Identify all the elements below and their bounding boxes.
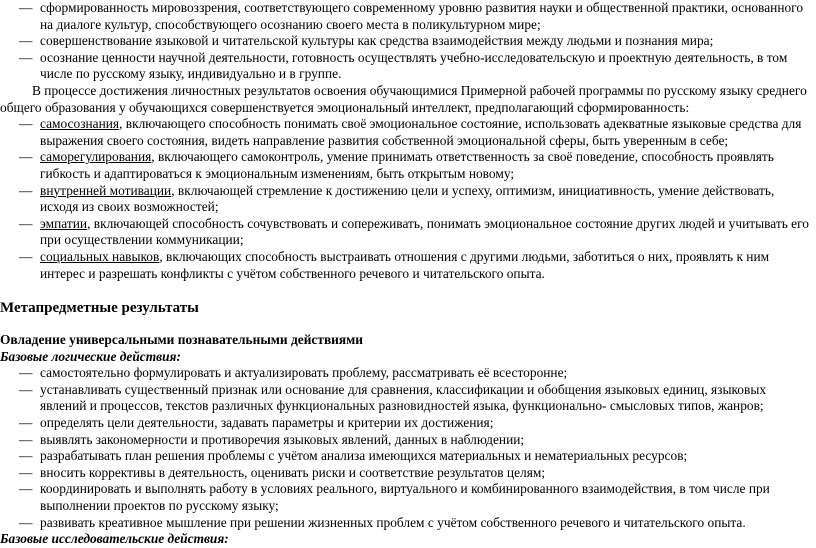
dash-marker: — (19, 248, 33, 264)
dash-marker: — (19, 514, 33, 530)
dash-marker: — (19, 431, 33, 447)
basic-logic-title: Базовые логические действия: (0, 348, 181, 364)
list-item (0, 448, 816, 465)
list-item-text: определять цели деятельности, задавать параметры и критерии их достижения; (40, 415, 494, 431)
term-description: , включающего самоконтроль, умение принимать ответственность за своё поведение, способность проявлять гибкость и адаптироваться к эмоциональным изменениям, быть открытым новому; (40, 149, 774, 181)
list-item (0, 465, 816, 482)
list-item-text: разрабатывать план решения проблемы с учётом анализа имеющихся материальных и нематериальных ресурсов; (40, 448, 688, 464)
spacer (0, 282, 816, 299)
term-underlined: саморегулирования (40, 149, 152, 165)
list-item-text: развивать креативное мышление при решении жизненных проблем с учётом собственного речевого и читательского опыта. (40, 514, 746, 530)
list-item-text: осознание ценности научной деятельности, готовность осуществлять учебно-исследовательскую и проектную деятельность, в том числе по русскому языку, индивидуально и в группе. (40, 49, 788, 82)
term-description: , включающей способность сочувствовать и сопереживать, понимать эмоциональное состояние других людей и учитывать его при осуществлении коммуникации; (40, 215, 809, 248)
spacer (0, 317, 816, 332)
emotional-list (0, 116, 816, 282)
list-item (0, 365, 816, 382)
term-underlined: самосознания (40, 116, 120, 132)
dash-marker: — (19, 448, 33, 464)
logic-list (0, 365, 816, 531)
list-item (0, 116, 816, 149)
list-item (0, 249, 816, 282)
list-item-text: самостоятельно формулировать и актуализировать проблему, рассматривать её всесторонне; (40, 365, 568, 381)
dash-marker: — (19, 149, 33, 165)
term-underlined: социальных навыков (40, 248, 160, 264)
dash-marker: — (19, 33, 33, 49)
list-item (0, 216, 816, 249)
list-item-text: выявлять закономерности и противоречия языковых явлений, данных в наблюдении; (40, 431, 525, 447)
term-underlined: эмпатии (40, 215, 88, 231)
basic-research-title: Базовые исследовательские действия: (0, 531, 229, 547)
dash-marker: — (19, 415, 33, 431)
term-underlined: внутренней мотивации (40, 182, 172, 198)
list-item-text: сформированность мировоззрения, соответствующего современному уровню развития науки и общественной практики, основанного на диалоге культур, способствующего осознанию своего места в поликультурном мире; (40, 0, 804, 32)
term-description: , включающего способность понимать своё эмоциональное состояние, использовать адекватные языковые средства для выражения своего состояния, видеть направление развития собственной эмоциональной сферы, быть уверенным в себе; (40, 116, 802, 148)
section-title: Метапредметные результаты (0, 300, 199, 317)
list-item-text: вносить коррективы в деятельность, оценивать риски и соответствие результатов целям; (40, 464, 546, 480)
term-description: , включающей стремление к достижению цели и успеху, оптимизм, инициативность, умение действовать, исходя из своих возможностей; (40, 182, 775, 215)
dash-marker: — (19, 182, 33, 198)
list-item (0, 382, 816, 415)
dash-marker: — (19, 49, 33, 65)
list-item (0, 183, 816, 216)
subsection-title: Овладение универсальными познавательными действиями (0, 332, 363, 348)
list-item (0, 149, 816, 182)
list-item (0, 33, 816, 50)
term-description: , включающих способность выстраивать отношения с другими людьми, заботиться о них, проявлять к ним интерес и разрешать конфликты с учётом собственного речевого и читательского опыта. (40, 248, 770, 281)
list-item (0, 432, 816, 449)
list-item-text: координировать и выполнять работу в условиях реального, виртуального и комбинированного взаимодействия, в том числе при выполнении проектов по русскому языку; (40, 481, 770, 514)
dash-marker: — (19, 464, 33, 480)
dash-marker: — (19, 365, 33, 381)
list-item-text: устанавливать существенный признак или основание для сравнения, классификации и обобщения языковых единиц, языковых явлений и процессов, текстов различных функциональных разновидностей языка, функционально- смысловых типов, жанров; (40, 381, 767, 414)
list-item (0, 515, 816, 532)
intro-paragraph: В процессе достижения личностных результатов освоения обучающимися Примерной рабочей программы по русскому языку среднего общего образования у обучающихся совершенствуется эмоциональный интеллект, предполагающий сформированность: (0, 82, 807, 115)
list-item (0, 0, 816, 33)
dash-marker: — (19, 0, 33, 15)
list-item (0, 50, 816, 83)
dash-marker: — (19, 481, 33, 497)
list-item-text: совершенствование языковой и читательской культуры как средства взаимодействия между людьми и познания мира; (40, 33, 714, 49)
dash-marker: — (19, 381, 33, 397)
dash-marker: — (19, 116, 33, 132)
top-list (0, 0, 816, 83)
list-item (0, 415, 816, 432)
dash-marker: — (19, 215, 33, 231)
list-item (0, 481, 816, 514)
